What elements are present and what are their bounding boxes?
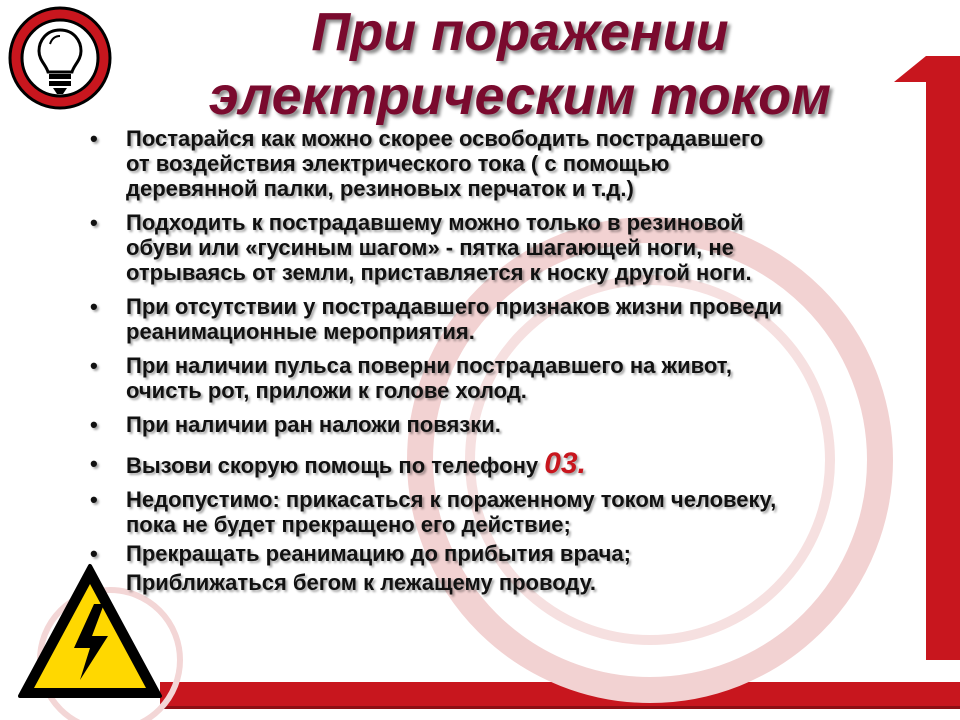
bullet-icon: •: [90, 353, 98, 378]
item-line: Приближаться бегом к лежащему проводу.: [126, 570, 597, 595]
item-line: Подходить к пострадавшему можно только в резиновой: [126, 210, 744, 235]
bullet-icon: •: [90, 294, 98, 319]
item-line: При отсутствии у пострадавшего признаков жизни проведи: [126, 294, 782, 319]
item-line: пока не будет прекращено его действие;: [126, 512, 571, 537]
item-line: от воздействия электрического тока ( с помощью: [126, 151, 670, 176]
item-line: деревянной палки, резиновых перчаток и т.д.): [126, 176, 634, 201]
bullet-icon: •: [90, 541, 98, 566]
title-line-2: электрическим током: [208, 66, 832, 126]
list-item: [88, 487, 928, 537]
item-text: Вызови скорую помощь по телефону: [126, 453, 545, 478]
item-line: При наличии пульса поверни пострадавшего на живот,: [126, 353, 732, 378]
list-item: [88, 570, 928, 595]
bullet-icon: •: [90, 487, 98, 512]
item-line: отрываясь от земли, приставляется к носку другой ноги.: [126, 260, 752, 285]
item-line: реанимационные мероприятия.: [126, 319, 475, 344]
item-line: Постарайся как можно скорее освободить пострадавшего: [126, 126, 764, 151]
item-line: При наличии ран наложи повязки.: [126, 412, 501, 437]
instruction-list: [88, 126, 928, 604]
high-voltage-warning-icon: [16, 560, 164, 702]
bullet-icon: •: [90, 412, 98, 437]
title-line-1: При поражении: [311, 2, 729, 62]
list-item: [88, 210, 928, 285]
list-item: [88, 412, 928, 437]
list-item: [88, 353, 928, 403]
list-item: [88, 541, 928, 566]
lightbulb-sign-icon: [6, 4, 114, 112]
list-item: [88, 126, 928, 201]
item-line: очисть рот, приложи к голове холод.: [126, 378, 527, 403]
bullet-icon: •: [90, 210, 98, 235]
list-item-call: [88, 447, 928, 480]
item-line: Недопустимо: прикасаться к пораженному током человеку,: [126, 487, 777, 512]
bullet-icon: •: [90, 451, 98, 476]
phone-period: .: [577, 447, 586, 480]
list-item: [88, 294, 928, 344]
item-line: обуви или «гусиным шагом» - пятка шагающей ноги, не: [126, 235, 734, 260]
page-title: [150, 0, 890, 128]
phone-number: 03: [544, 447, 578, 480]
bullet-icon: •: [90, 126, 98, 151]
item-line: Прекращать реанимацию до прибытия врача;: [126, 541, 631, 566]
